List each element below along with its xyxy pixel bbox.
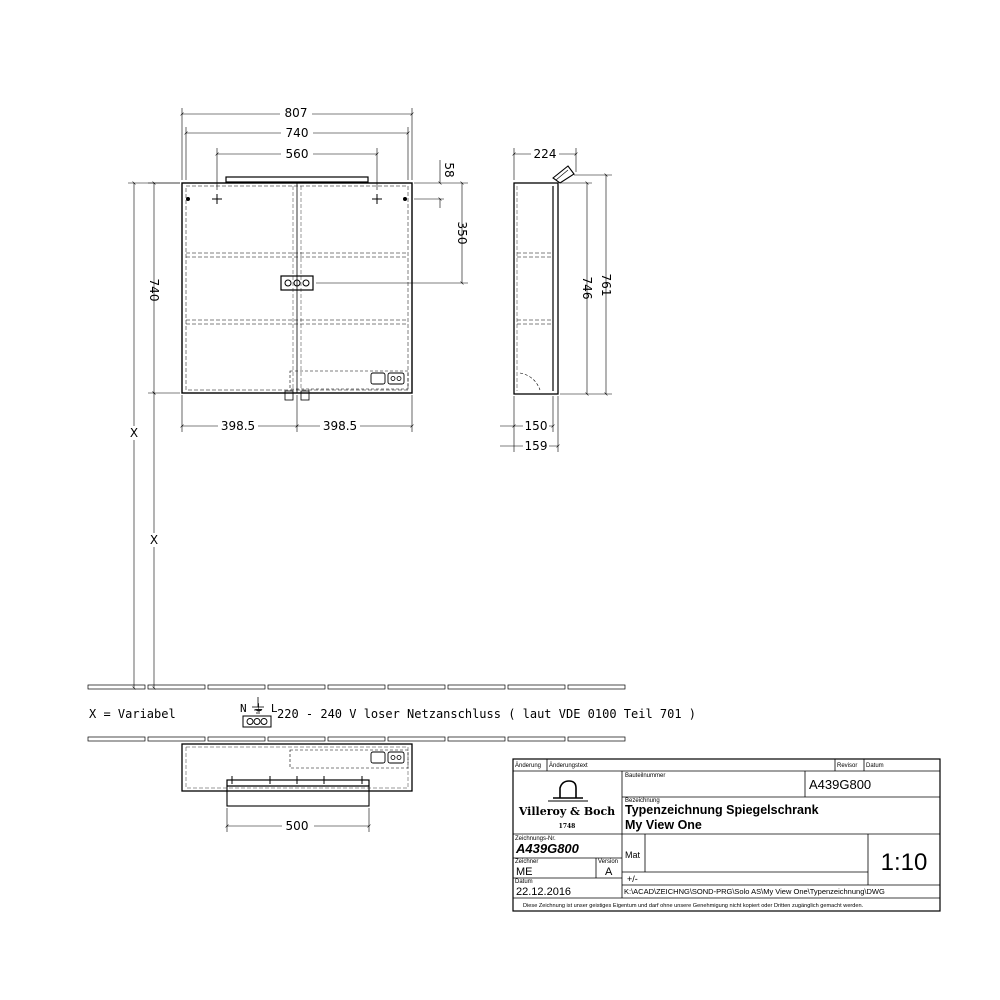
dim-x-upper: X (129, 426, 139, 440)
variable-legend: X = Variabel (89, 707, 176, 721)
title-block-text (515, 762, 927, 909)
drawer: ME (516, 866, 533, 878)
villeroy-boch-logo (518, 781, 615, 830)
side-body-outline (514, 183, 558, 394)
dim-746: 746 (580, 276, 594, 300)
logo-text: Villeroy & Boch (518, 805, 616, 818)
dim-398-left: 398.5 (220, 419, 256, 433)
power-connection-note: 220 - 240 V loser Netzanschluss ( laut VDE 0100 Teil 701 ) (277, 707, 697, 721)
scale: 1:10 (880, 849, 928, 876)
col-revisor-label: Revisor (837, 763, 858, 769)
designation-line1: Typenzeichnung Spiegelschrank (625, 803, 819, 817)
part-number: A439G800 (809, 777, 872, 792)
dim-761: 761 (599, 273, 613, 297)
material-label: Mat (625, 850, 641, 860)
file-path: K:\ACAD\ZEICHNG\SOND-PRG\Solo AS\My View One\Typenzeichnung\DWG (624, 887, 885, 896)
col-change-label: Änderung (515, 763, 542, 769)
version-label: Version (598, 859, 619, 865)
copyright-note: Diese Zeichnung ist unser geistiges Eigentum und darf ohne unsere Genehmigung nicht kopiert oder Dritten zugänglich gemacht werden. (523, 903, 864, 909)
dim-560: 560 (285, 147, 309, 161)
logo-year: 1748 (558, 823, 576, 830)
wall-line-top (88, 685, 625, 689)
date: 22.12.2016 (516, 886, 572, 898)
dim-350: 350 (455, 221, 469, 245)
dim-500: 500 (285, 819, 309, 833)
wall-line-bottom (88, 737, 625, 741)
dim-740-horizontal: 740 (285, 126, 309, 140)
version: A (605, 866, 613, 878)
mounting-marks (187, 194, 407, 204)
front-view (128, 108, 468, 688)
designation-line2: My View One (625, 818, 702, 832)
dim-807: 807 (284, 106, 308, 120)
dim-398-right: 398.5 (322, 419, 358, 433)
designation-label: Bezeichnung (625, 798, 660, 804)
dim-x-lower: X (149, 533, 159, 547)
dim-224: 224 (533, 147, 557, 161)
side-view (500, 148, 612, 452)
dim-58: 58 (442, 162, 456, 178)
dim-159: 159 (524, 439, 548, 453)
drawing-number-label: Zeichnungs-Nr. (515, 836, 556, 842)
outlet-box (290, 371, 408, 389)
date-label: Datum (515, 879, 533, 885)
bottom-light-bar (227, 780, 369, 786)
power-symbol-letters: N ⏚ L (240, 702, 278, 715)
dimension-labels (89, 105, 696, 833)
col-date-label: Datum (866, 763, 884, 769)
dim-740-vertical: 740 (147, 278, 161, 302)
col-change-text-label: Änderungstext (549, 763, 588, 769)
tolerance-label: +/- (627, 874, 638, 884)
top-light-bar (226, 177, 368, 182)
drawing-number: A439G800 (516, 841, 579, 856)
drawer-label: Zeichner (515, 859, 539, 865)
dim-150: 150 (524, 419, 548, 433)
part-number-label: Bauteilnummer (625, 773, 666, 779)
side-light-head (553, 166, 574, 183)
